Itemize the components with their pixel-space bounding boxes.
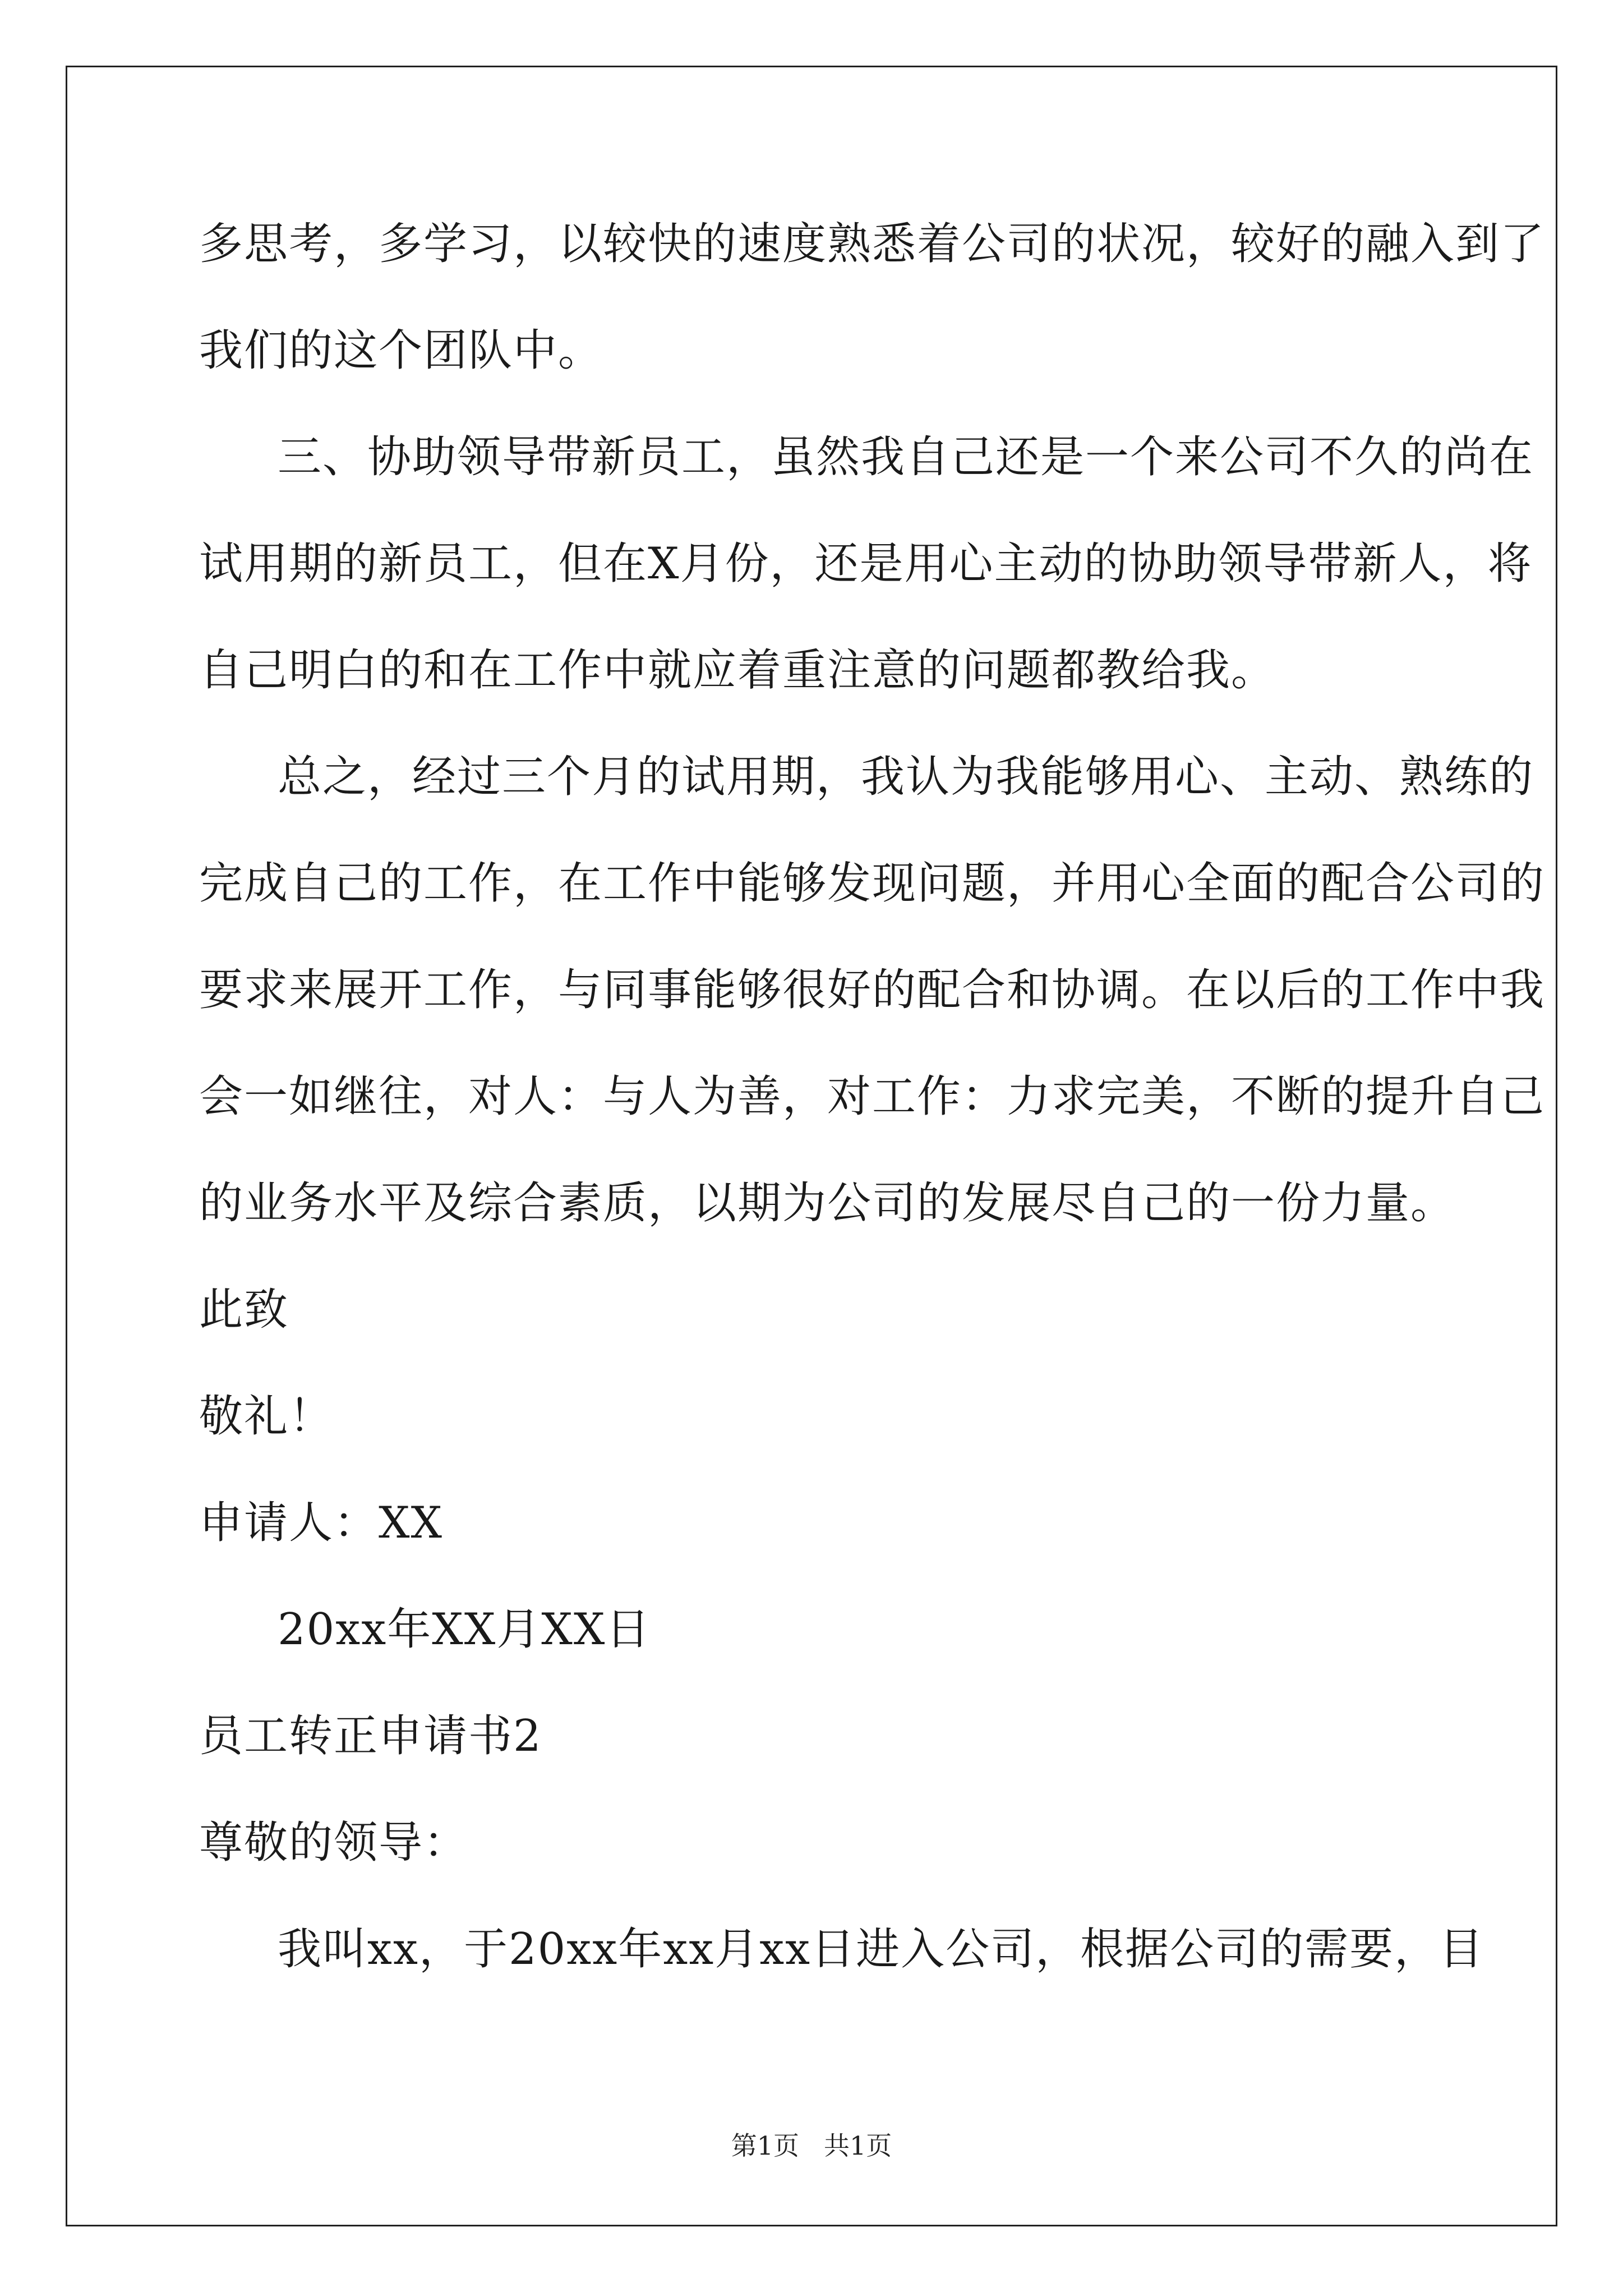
section-title: 员工转正申请书2 [199, 1711, 542, 1761]
paragraph-line: 多思考，多学习，以较快的速度熟悉着公司的状况，较好的融入到了 [199, 219, 1546, 269]
greeting-line: 尊敬的领导： [199, 1818, 469, 1868]
paragraph-line: 要求来展开工作，与同事能够很好的配合和协调。在以后的工作中我 [199, 965, 1546, 1015]
applicant-line: 申请人：XX [199, 1498, 444, 1548]
paragraph-line: 会一如继往，对人：与人为善，对工作：力求完美，不断的提升自己 [199, 1071, 1546, 1122]
paragraph-line: 我叫xx，于20xx年xx月xx日进入公司，根据公司的需要，目 [278, 1924, 1484, 1975]
date-line: 20xx年XX月XX日 [278, 1604, 651, 1655]
salutation-line: 敬礼！ [199, 1391, 334, 1442]
page-footer [0, 2129, 1623, 2162]
paragraph-line: 试用期的新员工，但在X月份，还是用心主动的协助领导带新人，将 [199, 539, 1533, 589]
page-number: 第1页 [731, 2131, 799, 2161]
paragraph-line: 我们的这个团队中。 [199, 325, 603, 376]
paragraph-line: 总之，经过三个月的试用期，我认为我能够用心、主动、熟练的 [278, 752, 1534, 802]
closing-line: 此致 [199, 1285, 289, 1335]
paragraph-line: 的业务水平及综合素质，以期为公司的发展尽自己的一份力量。 [199, 1178, 1456, 1228]
page-total: 共1页 [824, 2131, 892, 2161]
page-border [66, 66, 1557, 2226]
paragraph-line: 完成自己的工作，在工作中能够发现问题，并用心全面的配合公司的 [199, 858, 1546, 909]
paragraph-line: 三、协助领导带新员工，虽然我自己还是一个来公司不久的尚在 [278, 432, 1534, 482]
paragraph-line: 自己明白的和在工作中就应着重注意的问题都教给我。 [199, 645, 1276, 696]
